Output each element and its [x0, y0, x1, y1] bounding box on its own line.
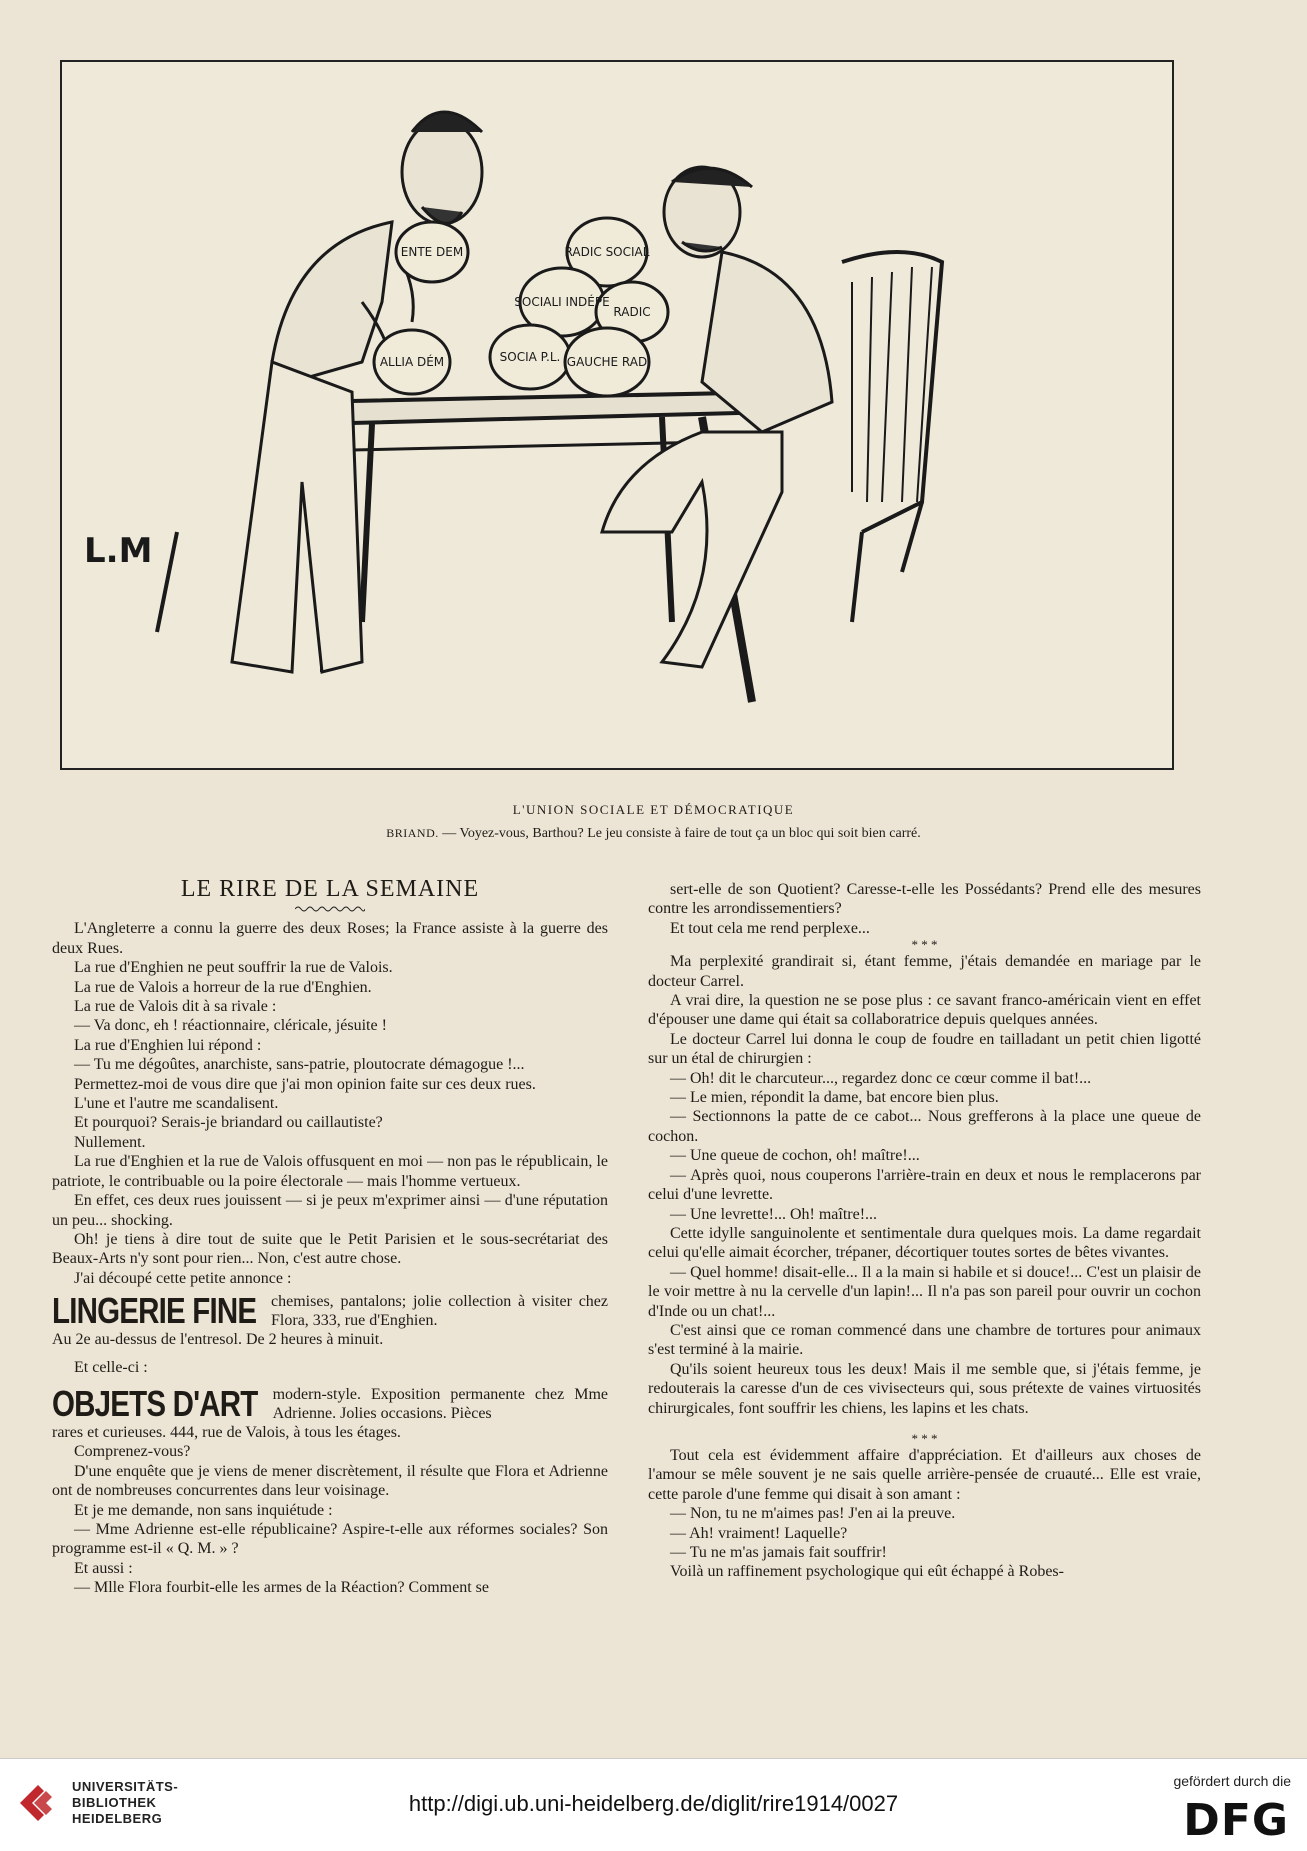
ball-label-5: RADIC	[613, 305, 651, 319]
left-paragraphs-b	[52, 1442, 608, 1597]
section-separator-1: * * *	[911, 937, 938, 953]
signature-stroke	[157, 532, 177, 632]
left-column	[52, 876, 608, 1598]
paragraph: Le docteur Carrel lui donna le coup de foudre en tailladant un petit chien ligotté sur un étal de chirurgien :	[648, 1030, 1201, 1068]
advert-objets	[52, 1382, 608, 1424]
paragraph: La rue d'Enghien lui répond :	[74, 1036, 262, 1054]
paragraph: Et je me demande, non sans inquiétude :	[74, 1501, 333, 1519]
paragraph: Et aussi :	[74, 1559, 133, 1577]
paragraph: L'Angleterre a connu la guerre des deux Roses; la France assiste à la guerre des deux Rues.	[52, 920, 608, 957]
paragraph: L'une et l'autre me scandalisent.	[74, 1095, 279, 1113]
ball-label-7: GAUCHE RAD	[566, 355, 648, 369]
right-paragraphs-c	[648, 1446, 1201, 1582]
digitization-footer	[0, 1758, 1307, 1851]
left-paragraphs-a	[52, 919, 608, 1288]
section-title: LE RIRE DE LA SEMAINE	[180, 876, 480, 902]
paragraph: Et tout cela me rend perplexe...	[670, 919, 870, 937]
paragraph: La rue d'Enghien et la rue de Valois offusquent en moi — non pas le républicain, le patriote, le contribuable ou la poire électorale — mais l'homme vertueux.	[52, 1153, 608, 1190]
paragraph: La rue d'Enghien ne peut souffrir la rue de Valois.	[74, 959, 393, 977]
paragraph: — Tu me dégoûtes, anarchiste, sans-patrie, ploutocrate démagogue !...	[74, 1056, 525, 1074]
paragraph: Voilà un raffinement psychologique qui eût échappé à Robes-	[670, 1563, 1064, 1581]
paragraph: — Une levrette!... Oh! maître!...	[670, 1205, 878, 1223]
paragraph: — Mlle Flora fourbit-elle les armes de la Réaction? Comment se	[74, 1579, 489, 1597]
paragraph: — Le mien, répondit la dame, bat encore bien plus.	[670, 1089, 999, 1107]
ball-label-6: SOCIA P.L.	[499, 350, 561, 364]
library-line-1: UNIVERSITÄTS-	[72, 1779, 179, 1794]
library-line-3: HEIDELBERG	[72, 1811, 163, 1826]
paragraph: sert-elle de son Quotient? Caresse-t-elle les Possédants? Prend elle des mesures contre les arrondissementiers?	[648, 881, 1201, 918]
paragraph: Cette idylle sanguinolente et sentimentale dura quelques mois. La dame regardait celui qu'elle aimait écorcher, trépaner, décortiquer toutes sortes de bêtes vivantes.	[648, 1224, 1201, 1262]
paragraph: Qu'ils soient heureux tous les deux! Mais il me semble que, si j'étais femme, je redouterais la caresse d'un de ces vivisecteurs qui, sous prétexte de vaines virtuosités chirurgicales, font souffrir les chiens, les lapins et les chats.	[648, 1360, 1201, 1417]
advert-lingerie-text: chemises, pantalons; jolie collection à visiter chez Flora, 333, rue d'Enghien.	[271, 1293, 608, 1330]
paragraph: Tout cela est évidemment affaire d'appréciation. Et d'ailleurs aux choses de l'amour se mêle souvent je ne sais quelle arrière-pensée de cruauté... Elle est vraie, cette parole d'une femme qui disait à son amant :	[648, 1446, 1201, 1503]
advert-lingerie-heading: LINGERIE FINE	[52, 1290, 257, 1332]
paragraph: D'une enquête que je viens de mener discrètement, il résulte que Flora et Adrienne ont de nombreuses concurrentes dans leur voisinage.	[52, 1462, 608, 1500]
title-ornament	[52, 899, 608, 909]
paragraph: La rue de Valois a horreur de la rue d'Enghien.	[74, 978, 372, 996]
right-column	[648, 880, 1201, 1582]
paragraph: — Mme Adrienne est-elle républicaine? Aspire-t-elle aux réformes sociales? Son programme est-il « Q. M. » ?	[52, 1520, 608, 1558]
library-line-2: BIBLIOTHEK	[72, 1795, 157, 1810]
paragraph: La rue de Valois dit à sa rivale :	[74, 998, 277, 1016]
cartoon-illustration	[60, 60, 1174, 770]
artist-signature: L.M	[84, 531, 153, 571]
paragraph: Comprenez-vous?	[74, 1443, 191, 1461]
advert-objets-continued: rares et curieuses. 444, rue de Valois, à tous les étages.	[52, 1423, 401, 1441]
ball-label-3: RADIC SOCIAL	[564, 245, 650, 259]
caption-speaker: BRIAND.	[386, 826, 439, 840]
funded-by-label: gefördert durch die	[1173, 1773, 1291, 1789]
paragraph: — Une queue de cochon, oh! maître!...	[670, 1147, 920, 1165]
paragraph: A vrai dire, la question ne se pose plus : ce savant franco-américain vient en effet d'épouser une dame qui était sa collaboratrice depuis quelques années.	[648, 992, 1201, 1029]
ball-label-2: ALLIA DÉM	[379, 355, 445, 369]
paragraph: — Oh! dit le charcuteur..., regardez donc ce cœur comme il bat!...	[670, 1069, 1092, 1087]
advert-lingerie-continued: Au 2e au-dessus de l'entresol. De 2 heures à minuit.	[52, 1331, 384, 1349]
dfg-logo: DFG	[1183, 1795, 1289, 1846]
permalink-url[interactable]: http://digi.ub.uni-heidelberg.de/diglit/rire1914/0027	[408, 1791, 899, 1816]
paragraph: — Ah! vraiment! Laquelle?	[670, 1524, 848, 1542]
paragraph: — Quel homme! disait-elle... Il a la main si habile et si douce!... C'est un plaisir de le voir mettre à nu la cervelle d'un lapin!... Il n'a pas son pareil pour ouvrir un cochon d'Inde ou un chat!...	[648, 1263, 1201, 1320]
caption-title: L'UNION SOCIALE ET DÉMOCRATIQUE	[512, 802, 795, 817]
chair	[842, 252, 942, 622]
right-paragraphs-b	[648, 952, 1201, 1418]
paragraph: Oh! je tiens à dire tout de suite que le Petit Parisien et le sous-secrétariat des Beaux-Arts n'y sont pour rien... Non, c'est autre chose.	[52, 1230, 608, 1268]
paragraph: J'ai découpé cette petite annonce :	[74, 1269, 292, 1287]
paragraph: — Après quoi, nous couperons l'arrière-train en deux et nous le remplacerons par celui d'une levrette.	[648, 1166, 1201, 1204]
advert-objets-text: modern-style. Exposition permanente chez Mme Adrienne. Jolies occasions. Pièces	[272, 1385, 608, 1422]
caption-text: — Voyez-vous, Barthou? Le jeu consiste à faire de tout ça un bloc qui soit bien carré.	[438, 826, 921, 841]
paragraph: C'est ainsi que ce roman commencé dans une chambre de tortures pour animaux s'est terminé à la mairie.	[648, 1321, 1201, 1359]
left-mid-paragraph: Et celle-ci :	[74, 1358, 148, 1376]
ball-label-1: ENTE DEM	[400, 245, 464, 259]
paragraph: Nullement.	[74, 1133, 146, 1151]
ball-label-4: SOCIALI INDÉPE	[514, 295, 610, 309]
paragraph: — Non, tu ne m'aimes pas! J'en ai la preuve.	[670, 1505, 956, 1523]
paragraph: Ma perplexité grandirait si, étant femme, j'étais demandée en mariage par le docteur Carrel.	[648, 953, 1201, 990]
left-figure	[232, 112, 482, 672]
section-separator-2: * * *	[911, 1430, 938, 1446]
paragraph: En effet, ces deux rues jouissent — si je peux m'exprimer ainsi — d'une réputation un peu... shocking.	[52, 1192, 608, 1229]
advert-lingerie	[52, 1292, 608, 1330]
paragraph: — Sectionnons la patte de ce cabot... Nous grefferons à la place une queue de cochon.	[648, 1108, 1201, 1145]
paragraph: — Tu ne m'as jamais fait souffrir!	[670, 1544, 887, 1561]
caption-quote	[0, 826, 1307, 842]
cartoon-drawing	[62, 62, 1172, 768]
paragraph: Et pourquoi? Serais-je briandard ou caillautiste?	[74, 1114, 383, 1132]
paragraph: Permettez-moi de vous dire que j'ai mon opinion faite sur ces deux rues.	[74, 1075, 536, 1093]
advert-objets-heading: OBJETS D'ART	[52, 1382, 258, 1424]
paragraph: — Va donc, eh ! réactionnaire, cléricale, jésuite !	[74, 1017, 387, 1035]
right-paragraphs-a	[648, 880, 1201, 938]
